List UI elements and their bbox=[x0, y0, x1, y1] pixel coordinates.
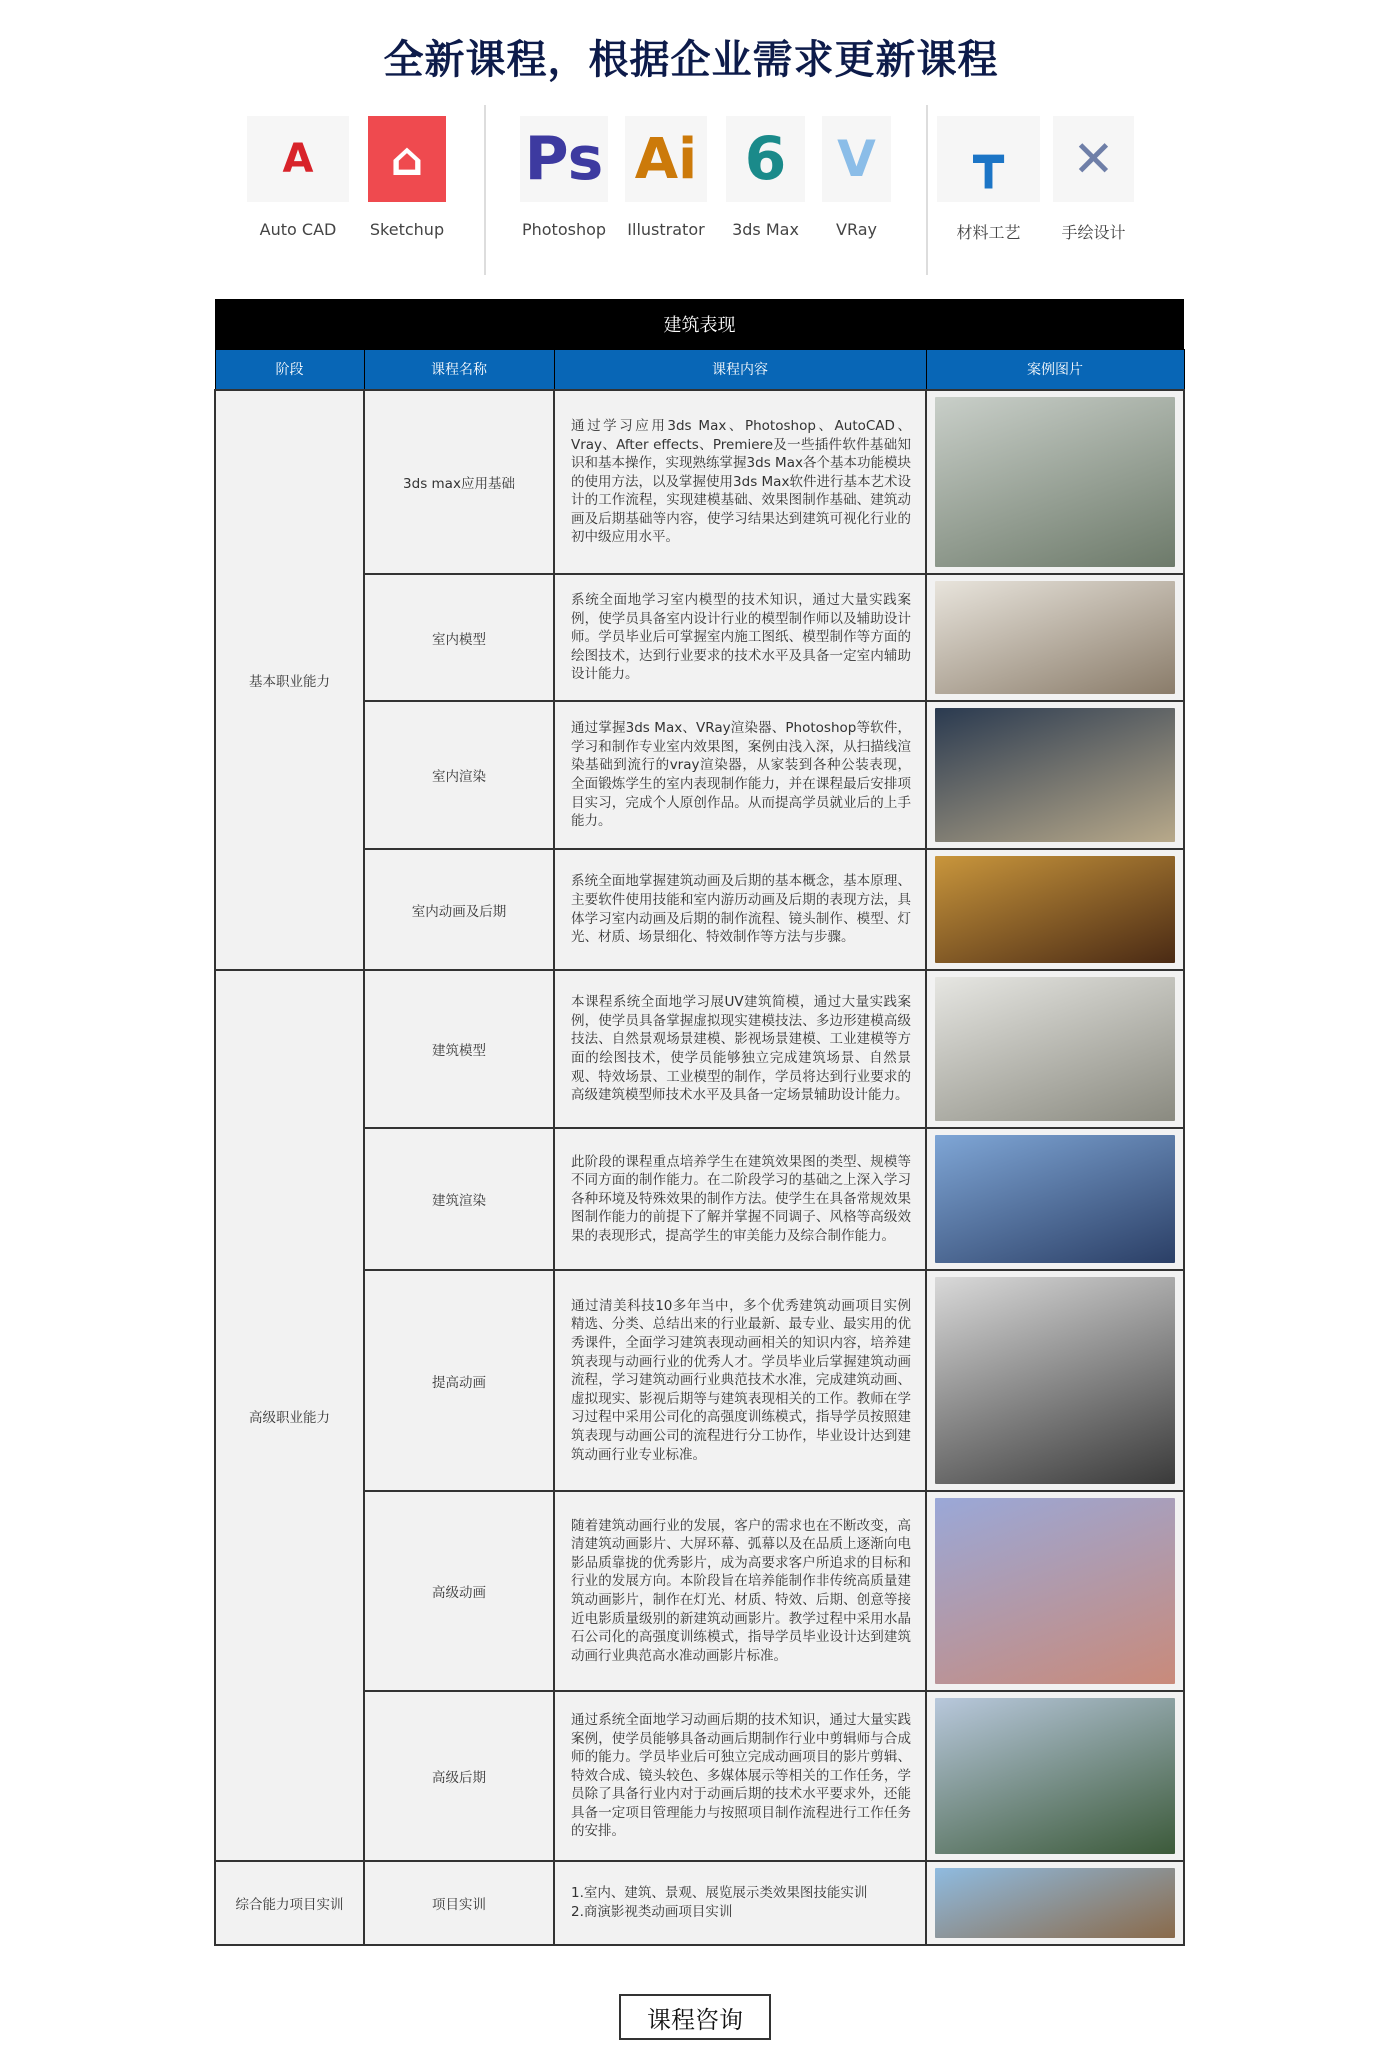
course-name: 建筑渲染 bbox=[364, 1128, 554, 1270]
stage-cell: 高级职业能力 bbox=[215, 970, 364, 1861]
tool-autocad bbox=[247, 116, 349, 239]
course-name: 建筑模型 bbox=[364, 970, 554, 1128]
course-content: 通过系统全面地学习动画后期的技术知识，通过大量实践案例，使学员能够具备动画后期制作行业中剪辑师与合成师的能力。学员毕业后可独立完成动画项目的影片剪辑、特效合成、镜头较色、多媒体展示等相关的工作任务，学员除了具备行业内对于动画后期的技术水平要求外，还能具备一定项目管理能力与按照项目制作流程进行工作任务的安排。 bbox=[554, 1691, 926, 1861]
case-image bbox=[935, 397, 1175, 567]
photoshop-icon: Ps bbox=[520, 116, 608, 202]
case-image-cell bbox=[926, 1491, 1184, 1691]
course-name: 3ds max应用基础 bbox=[364, 390, 554, 574]
course-content: 1.室内、建筑、景观、展览展示类效果图技能实训 2.商演影视类动画项目实训 bbox=[554, 1861, 926, 1945]
paint-roller-icon: ┳ bbox=[937, 116, 1040, 202]
course-name: 高级动画 bbox=[364, 1491, 554, 1691]
divider bbox=[926, 105, 928, 275]
course-name: 室内渲染 bbox=[364, 701, 554, 849]
case-image-cell bbox=[926, 849, 1184, 970]
case-image bbox=[935, 977, 1175, 1121]
case-image bbox=[935, 856, 1175, 963]
tool-label: 3ds Max bbox=[732, 220, 799, 239]
case-image-cell bbox=[926, 1691, 1184, 1861]
course-name: 项目实训 bbox=[364, 1861, 554, 1945]
tool-ruler-pencil bbox=[1053, 116, 1134, 243]
course-name: 室内模型 bbox=[364, 574, 554, 701]
case-image bbox=[935, 1498, 1175, 1684]
tool-vray bbox=[822, 116, 891, 239]
table-row bbox=[215, 970, 1184, 1128]
tool-illustrator bbox=[625, 116, 707, 239]
tool-label: 手绘设计 bbox=[1061, 223, 1126, 242]
case-image-cell bbox=[926, 574, 1184, 701]
case-image bbox=[935, 1868, 1175, 1938]
course-content: 随着建筑动画行业的发展，客户的需求也在不断改变，高清建筑动画影片、大屏环幕、弧幕以及在品质上逐渐向电影品质靠拢的优秀影片，成为高要求客户所追求的目标和行业的发展方向。本阶段旨在培养能制作非传统高质量建筑动画影片，制作在灯光、材质、特效、后期、创意等接近电影质量级别的新建筑动画影片。教学过程中采用水晶石公司化的高强度训练模式，指导学员毕业设计达到建筑动画行业典范高水准动画影片标准。 bbox=[554, 1491, 926, 1691]
tool-label: Photoshop bbox=[521, 220, 607, 239]
stage-cell: 综合能力项目实训 bbox=[215, 1861, 364, 1945]
tool-label: 材料工艺 bbox=[956, 223, 1021, 242]
tool-label: Sketchup bbox=[369, 220, 445, 239]
course-name: 提高动画 bbox=[364, 1270, 554, 1491]
divider bbox=[484, 105, 486, 275]
table-row bbox=[215, 390, 1184, 574]
course-content: 通过学习应用3ds Max、Photoshop、AutoCAD、Vray、After effects、Premiere及一些插件软件基础知识和基本操作，实现熟练掌握3ds Max各个基本功能模块的使用方法，以及掌握使用3ds Max软件进行基本艺术设计的工作流程，实现建模基础、效果图制作基础、建筑动画及后期基础等内容，使学习结果达到建筑可视化行业的初中级应用水平。 bbox=[554, 390, 926, 574]
col-course-content: 课程内容 bbox=[554, 349, 926, 390]
case-image-cell bbox=[926, 390, 1184, 574]
tool-label: Illustrator bbox=[627, 220, 705, 239]
vray-icon: V bbox=[822, 116, 891, 202]
case-image bbox=[935, 1277, 1175, 1484]
tool-photoshop bbox=[520, 116, 608, 239]
sketchup-icon: ⌂ bbox=[368, 116, 446, 202]
course-table bbox=[214, 299, 1185, 1946]
illustrator-icon: Ai bbox=[625, 116, 707, 202]
course-content: 通过掌握3ds Max、VRay渲染器、Photoshop等软件，学习和制作专业室内效果图，案例由浅入深，从扫描线渲染基础到流行的vray渲染器，从家装到各种公装表现，全面锻炼学生的室内表现制作能力，并在课程最后安排项目实习，完成个人原创作品。从而提高学员就业后的上手能力。 bbox=[554, 701, 926, 849]
col-case-image: 案例图片 bbox=[926, 349, 1184, 390]
case-image-cell bbox=[926, 1128, 1184, 1270]
table-caption: 建筑表现 bbox=[215, 299, 1184, 349]
tool-label: VRay bbox=[836, 220, 877, 239]
tool-label: Auto CAD bbox=[259, 220, 337, 239]
course-content: 本课程系统全面地学习展UV建筑简模，通过大量实践案例，使学员具备掌握虚拟现实建模技法、多边形建模高级技法、自然景观场景建模、影视场景建模、工业建模等方面的绘图技术，使学员能够独立完成建筑场景、自然景观、特效场景、工业模型的制作，学员将达到行业要求的高级建筑模型师技术水平及具备一定场景辅助设计能力。 bbox=[554, 970, 926, 1128]
course-content: 系统全面地学习室内模型的技术知识，通过大量实践案例，使学员具备室内设计行业的模型制作师以及辅助设计师。学员毕业后可掌握室内施工图纸、模型制作等方面的绘图技术，达到行业要求的技术水平及具备一定室内辅助设计能力。 bbox=[554, 574, 926, 701]
tool-3dsmax bbox=[726, 116, 805, 239]
autocad-icon: A bbox=[247, 116, 349, 202]
case-image bbox=[935, 1135, 1175, 1263]
case-image bbox=[935, 708, 1175, 842]
ruler-pencil-icon: ✕ bbox=[1053, 116, 1134, 202]
case-image bbox=[935, 581, 1175, 694]
page-title: 全新课程，根据企业需求更新课程 bbox=[383, 37, 999, 83]
course-content: 此阶段的课程重点培养学生在建筑效果图的类型、规模等不同方面的制作能力。在二阶段学习的基础之上深入学习各种环境及特殊效果的制作方法。使学生在具备常规效果图制作能力的前提下了解并掌握不同调子、风格等高级效果的表现形式，提高学生的审美能力及综合制作能力。 bbox=[554, 1128, 926, 1270]
course-content: 通过清美科技10多年当中，多个优秀建筑动画项目实例精选、分类、总结出来的行业最新、最专业、最实用的优秀课件，全面学习建筑表现动画相关的知识内容，培养建筑表现与动画行业的优秀人才。学员毕业后掌握建筑动画流程，学习建筑动画行业典范技术水准，完成建筑动画、虚拟现实、影视后期等与建筑表现相关的工作。教师在学习过程中采用公司化的高强度训练模式，指导学员按照建筑表现与动画公司的流程进行分工协作，毕业设计达到建筑动画行业专业标准。 bbox=[554, 1270, 926, 1491]
course-name: 高级后期 bbox=[364, 1691, 554, 1861]
case-image-cell bbox=[926, 970, 1184, 1128]
col-course-name: 课程名称 bbox=[364, 349, 554, 390]
case-image-cell bbox=[926, 1270, 1184, 1491]
case-image-cell bbox=[926, 1861, 1184, 1945]
tool-paint-roller bbox=[937, 116, 1040, 243]
stage-cell: 基本职业能力 bbox=[215, 390, 364, 970]
course-consult-button[interactable]: 课程咨询 bbox=[619, 1994, 771, 2040]
course-content: 系统全面地掌握建筑动画及后期的基本概念，基本原理、主要软件使用技能和室内游历动画及后期的表现方法，具体学习室内动画及后期的制作流程、镜头制作、模型、灯光、材质、场景细化、特效制作等方法与步骤。 bbox=[554, 849, 926, 970]
case-image bbox=[935, 1698, 1175, 1854]
col-stage: 阶段 bbox=[215, 349, 364, 390]
tool-sketchup bbox=[368, 116, 446, 239]
3dsmax-icon: 6 bbox=[726, 116, 805, 202]
case-image-cell bbox=[926, 701, 1184, 849]
course-name: 室内动画及后期 bbox=[364, 849, 554, 970]
table-row bbox=[215, 1861, 1184, 1945]
